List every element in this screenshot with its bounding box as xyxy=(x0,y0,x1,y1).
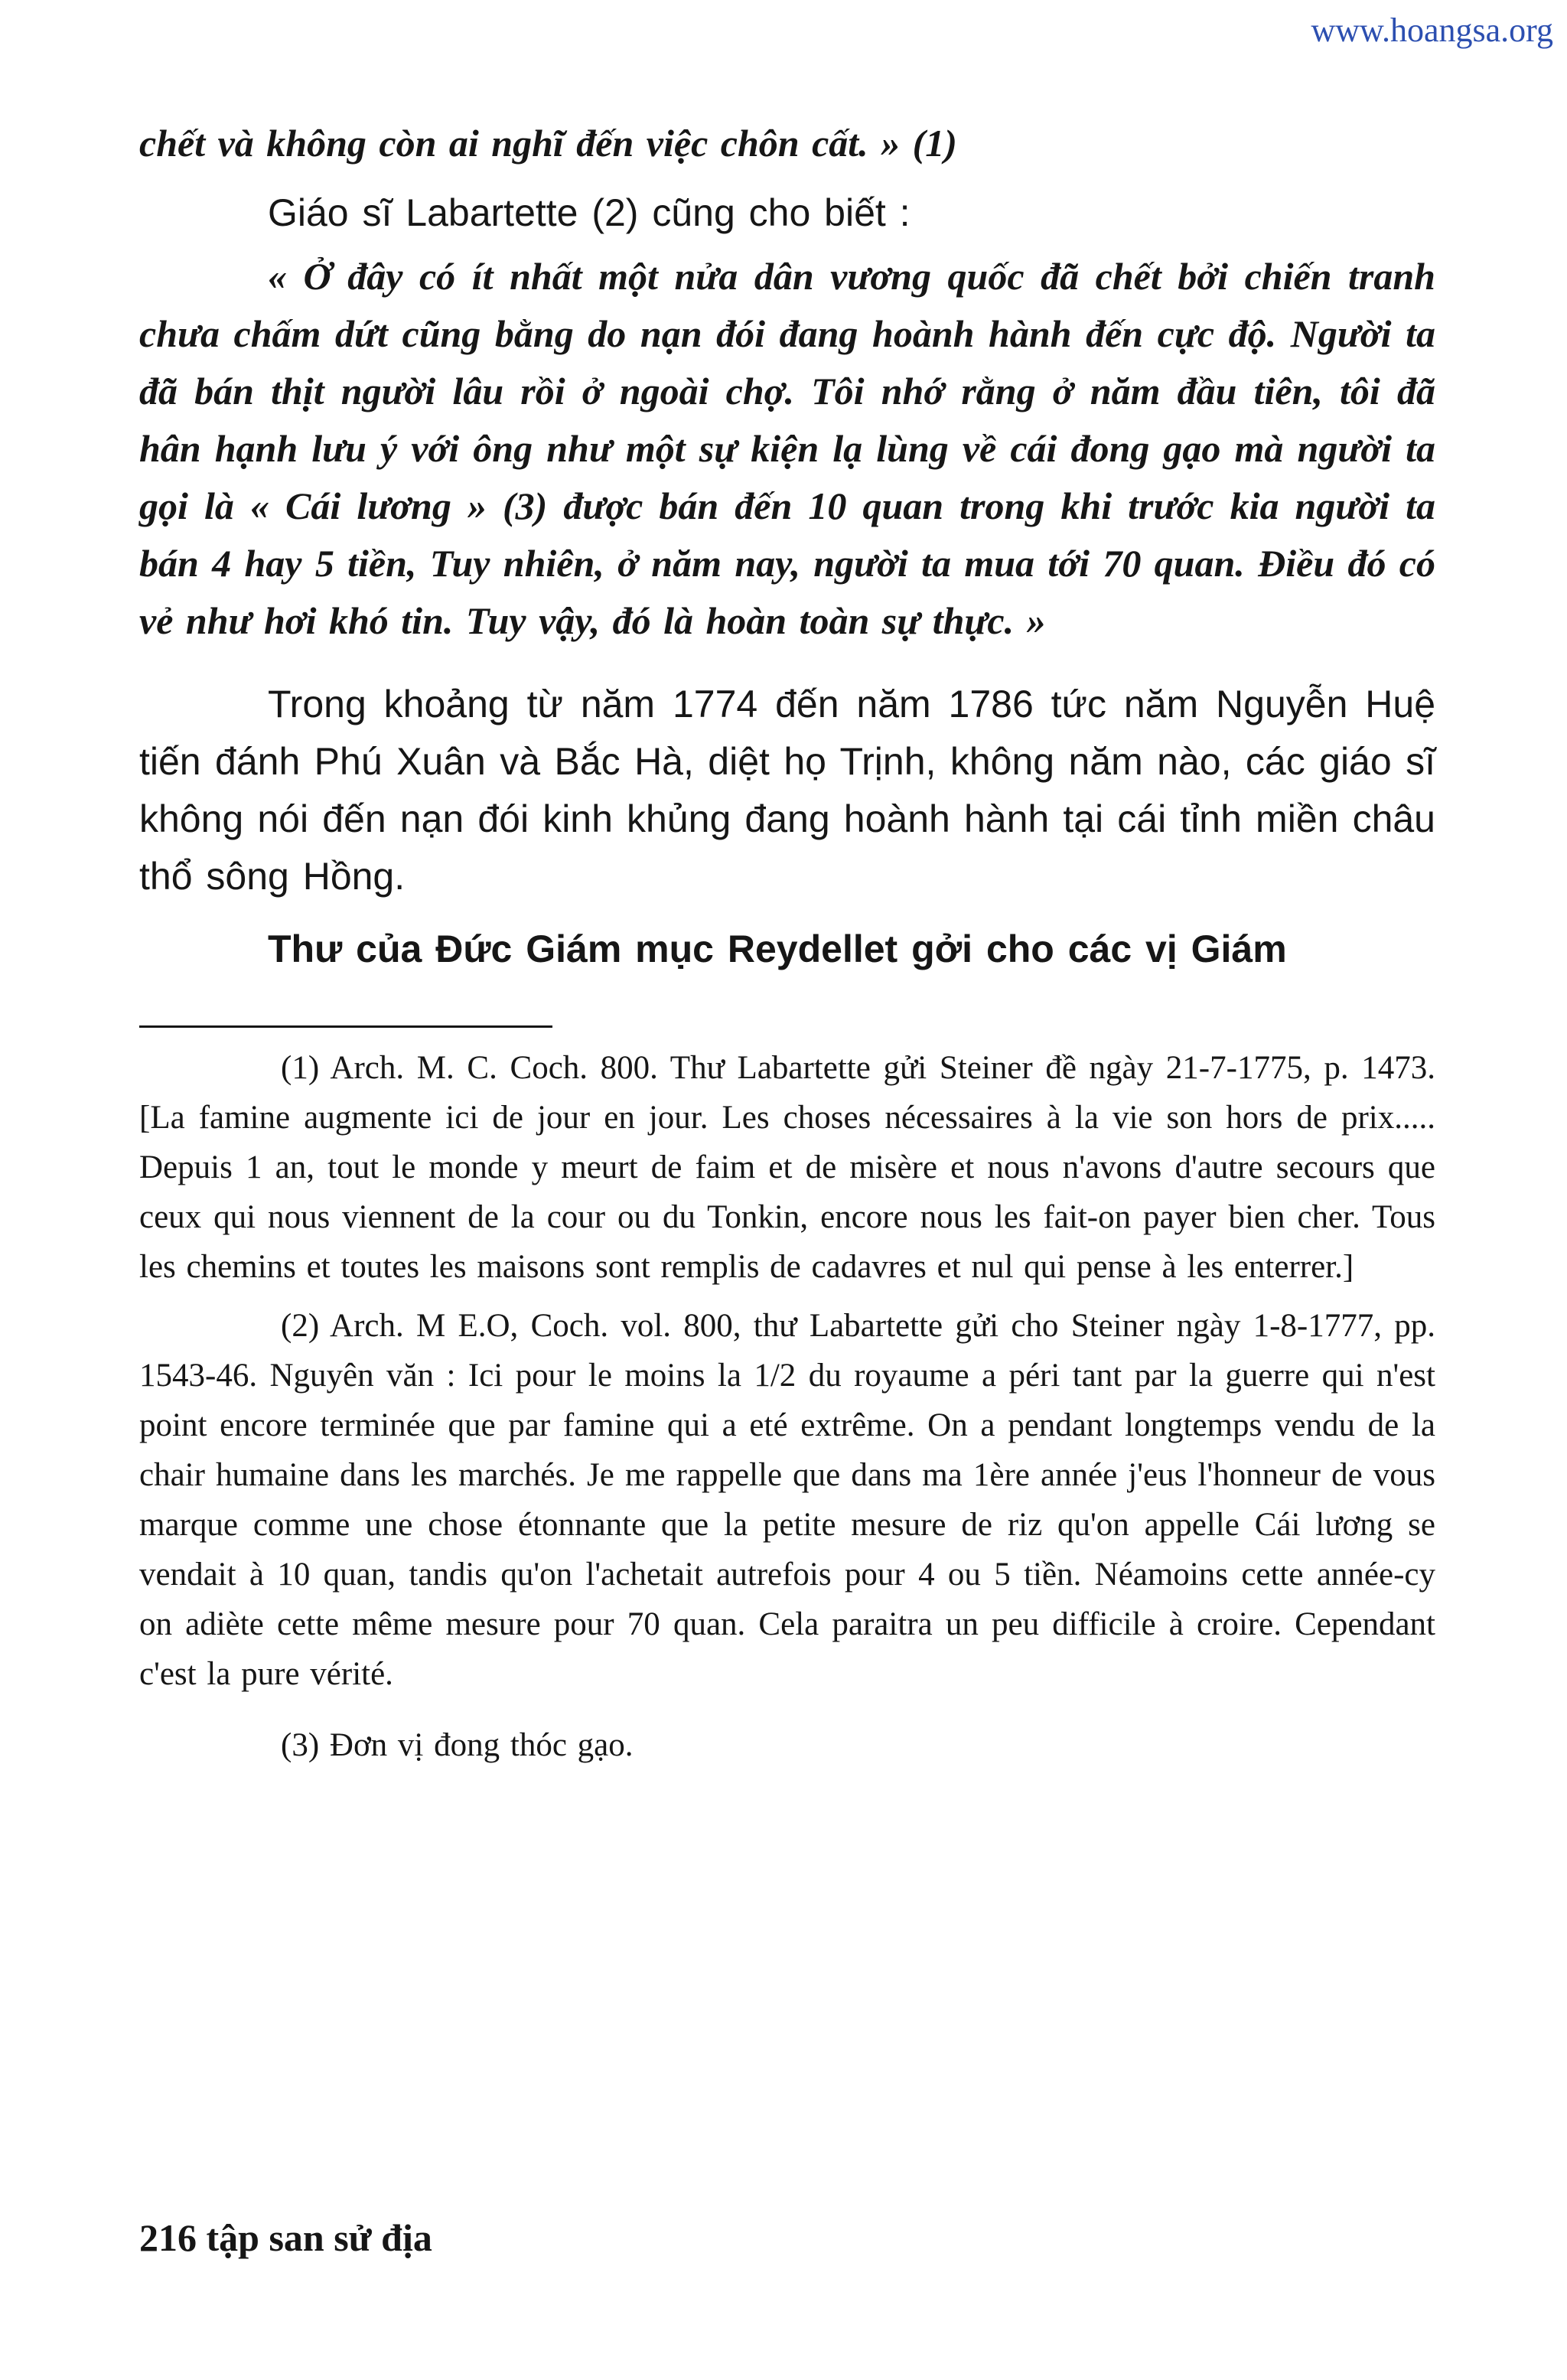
paragraph-intro: Giáo sĩ Labartette (2) cũng cho biết : xyxy=(268,191,911,234)
paragraph-continued-quote: chết và không còn ai nghĩ đến việc chôn cất. » (1) xyxy=(139,122,957,165)
footnote-3: (3) Đơn vị đong thóc gạo. xyxy=(281,1727,634,1763)
page-body xyxy=(139,115,1435,1770)
paragraph-quotation: « Ở đây có ít nhất một nửa dân vương quốc đã chết bởi chiến tranh chưa chấm dứt cũng bằng do nạn đói đang hoành hành đến cực độ. Người ta đã bán thịt người lâu rồi ở ngoài chợ. Tôi nhớ rằng ở năm đầu tiên, tôi đã hân hạnh lưu ý với ông như một sự kiện lạ lùng về cái đong gạo mà người ta gọi là « Cái lương » (3) được bán đến 10 quan trong khi trước kia người ta bán 4 hay 5 tiền, Tuy nhiên, ở năm nay, người ta mua tới 70 quan. Điều đó có vẻ như hơi khó tin. Tuy vậy, đó là hoàn toàn sự thực. » xyxy=(139,255,1435,642)
page-number-footer: 216 tập san sử địa xyxy=(139,2216,432,2259)
watermark-url: www.hoangsa.org xyxy=(1311,11,1553,49)
footnote-separator xyxy=(139,1025,552,1028)
footnote-2: (2) Arch. M E.O, Coch. vol. 800, thư Labartette gửi cho Steiner ngày 1-8-1777, pp. 1543-46. Nguyên văn : Ici pour le moins la 1/2 du royaume a péri tant par la guerre qui n'est point encore terminée que par famine qui a eté extrême. On a pendant longtemps vendu de la chair humaine dans les marchés. Je me rappelle que dans ma 1ère année j'eus l'honneur de vous marque comme une chose étonnante que la petite mesure de riz qu'on appelle Cái lương se vendait à 10 quan, tandis qu'on l'achetait autrefois pour 4 ou 5 tiền. Néamoins cette année-cy on adiète cette même mesure pour 70 quan. Cela paraitra un peu difficile à croire. Cependant c'est la pure vérité. xyxy=(139,1308,1435,1692)
paragraph-main-text: Trong khoảng từ năm 1774 đến năm 1786 tức năm Nguyễn Huệ tiến đánh Phú Xuân và Bắc Hà, diệt họ Trịnh, không năm nào, các giáo sĩ không nói đến nạn đói kinh khủng đang hoành hành tại cái tỉnh miền châu thổ sông Hồng. xyxy=(139,683,1435,898)
paragraph-letter-intro: Thư của Đức Giám mục Reydellet gởi cho các vị Giám xyxy=(268,928,1287,970)
footnote-1: (1) Arch. M. C. Coch. 800. Thư Labartette gửi Steiner đề ngày 21-7-1775, p. 1473. [La famine augmente ici de jour en jour. Les choses nécessaires à la vie son hors de prix..... Depuis 1 an, tout le monde y meurt de faim et de misère et nous n'avons d'autre secours que ceux qui nous viennent de la cour ou du Tonkin, encore nous les fait-on payer bien cher. Tous les chemins et toutes les maisons sont remplis de cadavres et nul qui pense à les enterrer.] xyxy=(139,1050,1435,1285)
